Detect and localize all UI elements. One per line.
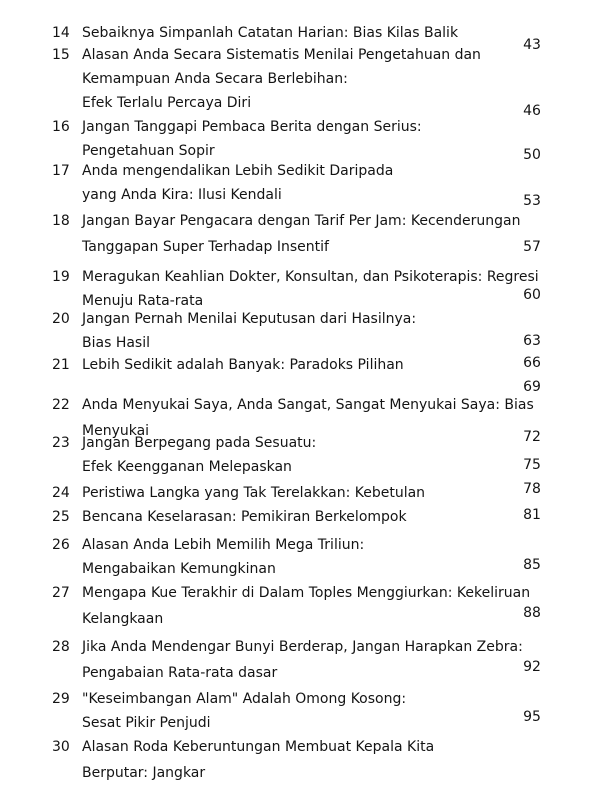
entry-title-line: Bencana Keselarasan: Pemikiran Berkelompok bbox=[82, 509, 407, 525]
entry-page-number: 43 bbox=[523, 37, 541, 53]
entry-number: 25 bbox=[52, 509, 70, 525]
entry-page-number: 88 bbox=[523, 605, 541, 621]
entry-number: 23 bbox=[52, 435, 70, 451]
entry-title-line: Alasan Anda Secara Sistematis Menilai Pengetahuan dan bbox=[82, 47, 481, 63]
entry-number: 20 bbox=[52, 311, 70, 327]
entry-page-number: 72 bbox=[523, 429, 541, 445]
entry-title-line: Berputar: Jangkar bbox=[82, 765, 206, 781]
entry-page-number: 85 bbox=[523, 557, 541, 573]
entry-title-line: Sesat Pikir Penjudi bbox=[82, 715, 211, 731]
entry-title-line: Lebih Sedikit adalah Banyak: Paradoks Pilihan bbox=[82, 357, 404, 373]
entry-title-line: Kelangkaan bbox=[82, 611, 164, 627]
entry-title-line: Jangan Tanggapi Pembaca Berita dengan Serius: bbox=[82, 119, 422, 135]
entry-number: 24 bbox=[52, 485, 70, 501]
entry-title-line: Anda Menyukai Saya, Anda Sangat, Sangat Menyukai Saya: Bias bbox=[82, 397, 534, 413]
entry-page-number: 63 bbox=[523, 333, 541, 349]
entry-title-line: Meragukan Keahlian Dokter, Konsultan, dan Psikoterapis: Regresi bbox=[82, 269, 539, 285]
entry-title-line: Efek Keengganan Melepaskan bbox=[82, 459, 292, 475]
entry-page-number: 50 bbox=[523, 147, 541, 163]
entry-title-line: Mengapa Kue Terakhir di Dalam Toples Menggiurkan: Kekeliruan bbox=[82, 585, 531, 601]
entry-page-number: 78 bbox=[523, 481, 541, 497]
entry-page-number: 95 bbox=[523, 709, 541, 725]
entry-title-line: Bias Hasil bbox=[82, 335, 150, 351]
entry-page-number: 69 bbox=[523, 379, 541, 395]
entry-number: 19 bbox=[52, 269, 70, 285]
entry-number: 14 bbox=[52, 25, 70, 41]
entry-number: 17 bbox=[52, 163, 70, 179]
entry-title-line: Tanggapan Super Terhadap Insentif bbox=[82, 239, 329, 255]
entry-title-line: Pengabaian Rata-rata dasar bbox=[82, 665, 278, 681]
entry-title-line: Anda mengendalikan Lebih Sedikit Daripada bbox=[82, 163, 394, 179]
entry-number: 16 bbox=[52, 119, 70, 135]
entry-page-number: 53 bbox=[523, 193, 541, 209]
entry-number: 15 bbox=[52, 47, 70, 63]
entry-page-number: 66 bbox=[523, 355, 541, 371]
entry-title-line: Sebaiknya Simpanlah Catatan Harian: Bias Kilas Balik bbox=[82, 25, 459, 41]
entry-title-line: Jangan Berpegang pada Sesuatu: bbox=[82, 435, 317, 451]
entry-title-line: Menyukai bbox=[82, 423, 150, 439]
entry-title-line: Kemampuan Anda Secara Berlebihan: bbox=[82, 71, 348, 87]
entry-number: 26 bbox=[52, 537, 70, 553]
entry-title-line: Pengetahuan Sopir bbox=[82, 143, 215, 159]
entry-title-line: Peristiwa Langka yang Tak Terelakkan: Kebetulan bbox=[82, 485, 426, 501]
entry-title-line: yang Anda Kira: Ilusi Kendali bbox=[82, 187, 282, 203]
entry-number: 18 bbox=[52, 213, 70, 229]
entry-title-line: Alasan Anda Lebih Memilih Mega Triliun: bbox=[82, 537, 365, 553]
entry-page-number: 81 bbox=[523, 507, 541, 523]
entry-title-line: "Keseimbangan Alam" Adalah Omong Kosong: bbox=[82, 691, 407, 707]
entry-number: 30 bbox=[52, 739, 70, 755]
entry-page-number: 75 bbox=[523, 457, 541, 473]
entry-page-number: 92 bbox=[523, 659, 541, 675]
entry-page-number: 46 bbox=[523, 103, 541, 119]
entry-number: 28 bbox=[52, 639, 70, 655]
entry-title-line: Jangan Pernah Menilai Keputusan dari Hasilnya: bbox=[82, 311, 417, 327]
entry-title-line: Menuju Rata-rata bbox=[82, 293, 204, 309]
entry-title-line: Mengabaikan Kemungkinan bbox=[82, 561, 276, 577]
entry-page-number: 57 bbox=[523, 239, 541, 255]
entry-page-number: 60 bbox=[523, 287, 541, 303]
entry-title-line: Jika Anda Mendengar Bunyi Berderap, Jangan Harapkan Zebra: bbox=[82, 639, 523, 655]
entry-number: 21 bbox=[52, 357, 70, 373]
entry-title-line: Jangan Bayar Pengacara dengan Tarif Per Jam: Kecenderungan bbox=[82, 213, 521, 229]
entry-number: 22 bbox=[52, 397, 70, 413]
entry-number: 29 bbox=[52, 691, 70, 707]
entry-title-line: Alasan Roda Keberuntungan Membuat Kepala Kita bbox=[82, 739, 435, 755]
entry-number: 27 bbox=[52, 585, 70, 601]
entry-title-line: Efek Terlalu Percaya Diri bbox=[82, 95, 252, 111]
